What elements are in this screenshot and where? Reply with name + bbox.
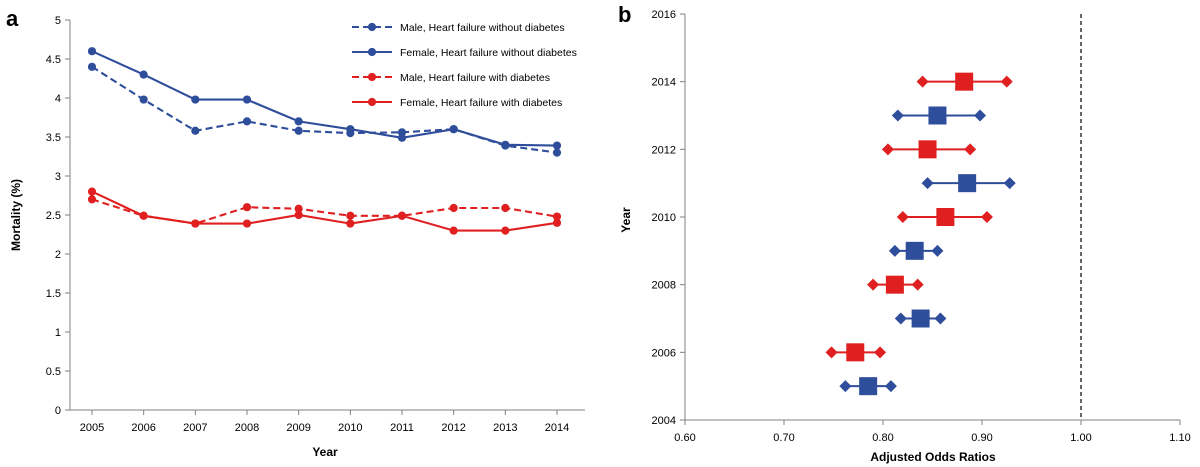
ci-whisker-diamond-b xyxy=(1001,76,1013,88)
point-estimate-marker-b xyxy=(846,343,864,361)
ci-whisker-diamond-b xyxy=(867,279,879,291)
y-tick-label-b: 2010 xyxy=(651,212,676,224)
x-tick-label-b: 0.90 xyxy=(971,432,993,444)
y-axis-title-a: Mortality (%) xyxy=(9,179,23,251)
data-point-a xyxy=(88,47,96,55)
x-tick-label-a: 2012 xyxy=(441,422,466,434)
panel-b xyxy=(600,0,1200,467)
x-axis-ticks-a xyxy=(80,410,569,434)
data-point-a xyxy=(88,188,96,196)
data-point-a xyxy=(346,125,354,133)
y-axis-ticks-b xyxy=(652,9,685,427)
x-axis-title-a: Year xyxy=(312,445,338,459)
data-point-a xyxy=(553,141,561,149)
data-point-a xyxy=(295,117,303,125)
y-tick-label-b: 2006 xyxy=(651,347,676,360)
point-estimate-marker-b xyxy=(906,242,924,260)
panel-b-chart xyxy=(600,0,1200,467)
data-point-a xyxy=(346,219,354,227)
point-estimate-marker-b xyxy=(919,140,937,158)
x-tick-label-a: 2007 xyxy=(183,422,208,434)
data-point-a xyxy=(191,219,199,227)
y-tick-label-a: 0.5 xyxy=(45,366,61,378)
ci-whisker-diamond-b xyxy=(885,380,897,392)
y-tick-label-a: 1.5 xyxy=(45,288,61,300)
ci-whisker-diamond-b xyxy=(974,110,986,122)
point-estimate-marker-b xyxy=(859,377,877,395)
y-tick-label-b: 2016 xyxy=(651,9,676,21)
ci-whisker-diamond-b xyxy=(826,346,838,358)
x-tick-label-a: 2009 xyxy=(286,422,311,434)
y-tick-label-b: 2012 xyxy=(651,144,676,157)
data-point-a xyxy=(398,212,406,220)
data-point-a xyxy=(295,127,303,135)
ci-whisker-diamond-b xyxy=(1004,177,1016,189)
ci-whisker-diamond-b xyxy=(889,245,901,257)
x-tick-label-a: 2014 xyxy=(544,422,570,434)
y-axis-ticks-a xyxy=(46,15,70,417)
y-tick-label-a: 0 xyxy=(54,405,61,417)
ci-whisker-diamond-b xyxy=(912,279,924,291)
ci-whisker-diamond-b xyxy=(981,211,993,223)
y-tick-label-a: 5 xyxy=(54,15,61,27)
legend-marker-1 xyxy=(368,48,376,56)
y-tick-label-a: 3.5 xyxy=(45,132,61,144)
ci-whisker-diamond-b xyxy=(892,110,904,122)
data-point-a xyxy=(553,149,561,157)
data-point-a xyxy=(501,141,509,149)
x-axis-title-b: Adjusted Odds Ratios xyxy=(870,450,996,464)
legend-a xyxy=(352,22,577,109)
x-tick-label-b: 0.80 xyxy=(872,432,894,444)
y-tick-label-b: 2014 xyxy=(651,76,676,89)
y-tick-label-a: 2 xyxy=(54,249,61,261)
point-estimate-marker-b xyxy=(928,107,946,125)
x-tick-label-a: 2011 xyxy=(390,422,414,434)
data-point-a xyxy=(243,117,251,125)
y-tick-label-a: 2.5 xyxy=(45,210,61,222)
x-tick-label-a: 2006 xyxy=(131,422,156,434)
data-point-a xyxy=(243,219,251,227)
data-point-a xyxy=(501,204,509,212)
x-tick-label-b: 0.70 xyxy=(773,432,795,444)
ci-whisker-diamond-b xyxy=(917,76,929,88)
data-point-a xyxy=(501,227,509,235)
y-tick-label-b: 2008 xyxy=(651,279,676,292)
point-estimate-marker-b xyxy=(955,73,973,91)
y-tick-label-a: 4 xyxy=(54,93,61,105)
ci-whisker-diamond-b xyxy=(922,177,934,189)
ci-whisker-diamond-b xyxy=(839,380,851,392)
data-point-a xyxy=(140,95,148,103)
legend-label-3: Female, Heart failure with diabetes xyxy=(400,97,563,109)
ci-whisker-diamond-b xyxy=(931,245,943,257)
x-tick-label-b: 0.60 xyxy=(674,432,696,444)
x-tick-label-b: 1.00 xyxy=(1070,432,1092,444)
points-group-b xyxy=(826,73,1016,396)
legend-marker-2 xyxy=(368,73,376,81)
data-point-a xyxy=(140,71,148,79)
data-point-a xyxy=(88,195,96,203)
series-line-a-3 xyxy=(92,192,557,231)
data-point-a xyxy=(88,63,96,71)
x-tick-label-a: 2013 xyxy=(493,422,518,434)
data-point-a xyxy=(450,204,458,212)
point-estimate-marker-b xyxy=(912,310,930,328)
y-tick-label-b: 2004 xyxy=(651,415,676,427)
panel-b-letter: b xyxy=(618,2,632,27)
y-tick-label-a: 4.5 xyxy=(45,54,61,66)
x-tick-label-a: 2005 xyxy=(79,422,105,434)
data-point-a xyxy=(191,95,199,103)
data-point-a xyxy=(295,211,303,219)
ci-whisker-diamond-b xyxy=(934,313,946,325)
data-point-a xyxy=(140,212,148,220)
legend-marker-3 xyxy=(368,98,376,106)
y-tick-label-a: 3 xyxy=(54,171,61,183)
data-point-a xyxy=(450,227,458,235)
ci-whisker-diamond-b xyxy=(882,143,894,155)
x-axis-ticks-b xyxy=(674,420,1190,444)
y-tick-label-a: 1 xyxy=(54,327,61,339)
x-tick-label-a: 2008 xyxy=(234,422,260,434)
legend-label-0: Male, Heart failure without diabetes xyxy=(400,22,565,34)
point-estimate-marker-b xyxy=(936,208,954,226)
ci-whisker-diamond-b xyxy=(874,346,886,358)
y-axis-title-b: Year xyxy=(619,207,633,233)
ci-whisker-diamond-b xyxy=(964,143,976,155)
data-point-a xyxy=(398,134,406,142)
legend-label-1: Female, Heart failure without diabetes xyxy=(400,47,577,59)
data-point-a xyxy=(243,95,251,103)
data-point-a xyxy=(450,125,458,133)
legend-label-2: Male, Heart failure with diabetes xyxy=(400,72,550,84)
ci-whisker-diamond-b xyxy=(895,313,907,325)
x-tick-label-b: 1.10 xyxy=(1169,432,1191,444)
data-point-a xyxy=(553,219,561,227)
point-estimate-marker-b xyxy=(886,276,904,294)
data-point-a xyxy=(346,212,354,220)
ci-whisker-diamond-b xyxy=(897,211,909,223)
x-tick-label-a: 2010 xyxy=(338,422,363,434)
point-estimate-marker-b xyxy=(958,174,976,192)
data-point-a xyxy=(191,127,199,135)
panel-a-letter: a xyxy=(6,6,19,31)
legend-marker-0 xyxy=(368,23,376,31)
data-point-a xyxy=(243,203,251,211)
